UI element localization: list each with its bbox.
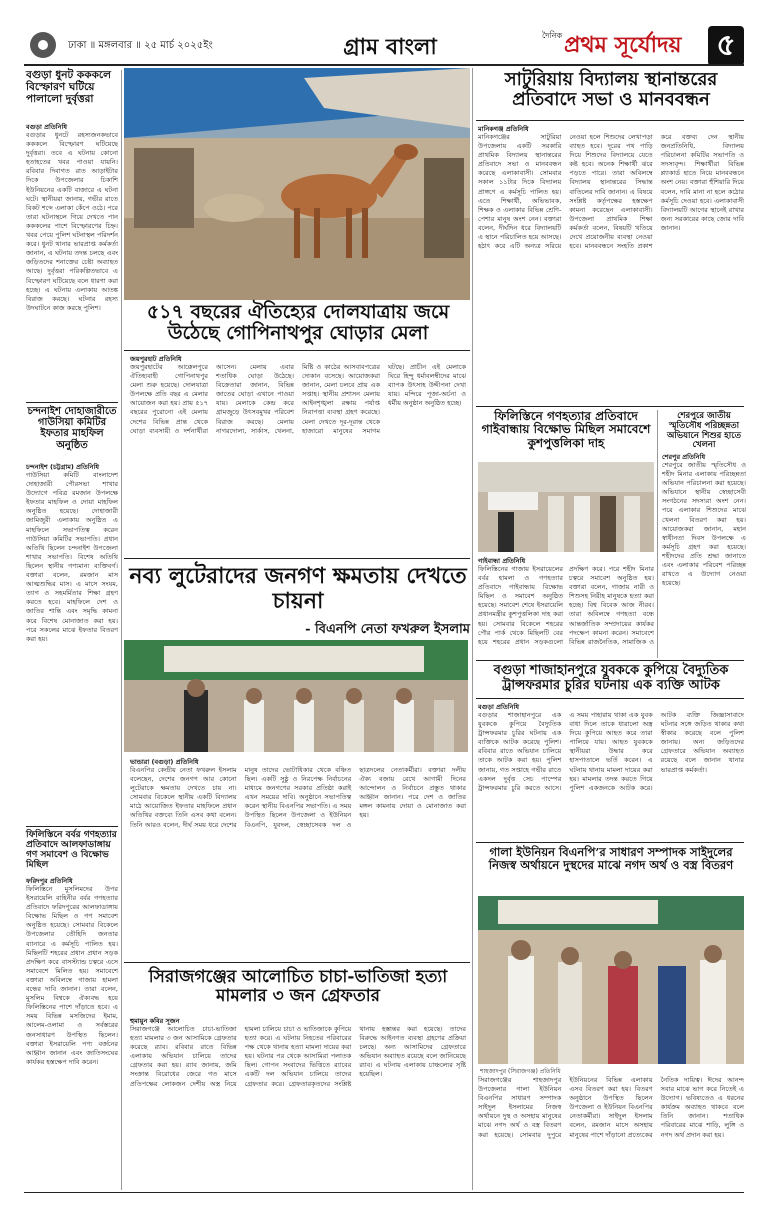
- left3-text: ফিলিস্তিনে মুসলিমদের উপর ইসরায়েলি বাহিনীর বর্বর গণহত্যার প্রতিবাদে ফরিদপুরের আলফাডাঙ্গায় বিক্ষোভ মিছিল ও গণ সমাবেশ অনুষ্ঠিত হয়েছে। সোমবার বিকেলে উপজেলার তৌহিদি জনতার ব্যানারে এ কর্মসূচি পালিত হয়। মিছিলটি শহরের প্রধান প্রধান সড়ক প্রদক্ষিণ করে বাসস্ট্যান্ড চত্বরে এসে সমাবেশে মিলিত হয়। সমাবেশে বক্তারা অবিলম্বে গাজায় হামলা বন্ধের দাবি জানান। তারা বলেন, মুসলিম বিশ্বকে ঐক্যবদ্ধ হয়ে ফিলিস্তিনের পাশে দাঁড়াতে হবে। এ সময় বিভিন্ন মসজিদের ইমাম, আলেম-ওলামা ও সর্বস্তরের জনসাধারণ উপস্থিত ছিলেন। বক্তারা ইসরায়েলি পণ্য বর্জনের আহ্বান জানান এবং জাতিসংঘের কার্যকর হস্তক্ষেপ দাবি করেন।: [26, 885, 118, 1066]
- divider: [124, 558, 470, 559]
- left2-title: চন্দনাইশ দোহাজারীতে গাউসিয়া কমিটির ইফতার মাহফিল অনুষ্ঠিত: [27, 406, 117, 451]
- divider: [476, 660, 744, 661]
- fair-text: জয়পুরহাটের আক্কেলপুরে ঐতিহ্যবাহী গোপিনাথপুর মেলা শুরু হয়েছে। দোলযাত্রা উপলক্ষে প্রতি বছর এ মেলার আয়োজন করা হয়। প্রায় ৫১৭ বছরের পুরোনো এই মেলায় দেশের বিভিন্ন প্রান্ত থেকে ঘোড়া ব্যবসায়ী ও দর্শনার্থীরা আসেন। মেলায় এবার শতাধিক ঘোড়া উঠেছে। বিক্রেতারা জানান, বিভিন্ন জাতের ঘোড়া এখানে পাওয়া যায়। মেলাকে কেন্দ্র করে গ্রামজুড়ে উৎসবমুখর পরিবেশ বিরাজ করছে। মেলায় নাগরদোলা, সার্কাস, খেলনা, মিষ্টি ও কাঠের আসবাবপত্রের দোকান বসেছে। আয়োজকরা জানান, মেলা চলবে প্রায় এক সপ্তাহ। স্থানীয় প্রশাসন মেলায় আইনশৃঙ্খলা রক্ষায় পর্যাপ্ত নিরাপত্তা ব্যবস্থা গ্রহণ করেছে। মেলা দেখতে দূর-দূরান্ত থেকে হাজারো মানুষের সমাগম ঘটছে। প্রাচীন এই মেলাকে ঘিরে হিন্দু ধর্মাবলম্বীদের মাঝে ব্যাপক উৎসাহ উদ্দীপনা দেখা যায়। মন্দিরে পূজা-অর্চনা ও ধর্মীয় অনুষ্ঠান অনুষ্ঠিত হচ্ছে।: [130, 363, 466, 435]
- left1-text: বগুড়ার ধুনটে রহস্যজনকভাবে কককলে বিস্ফোরণ ঘটিয়েছে দুর্বৃত্তরা। তবে এ ঘটনায় কোনো হতাহতের খবর পাওয়া যায়নি। রবিবার দিবাগত রাত আড়াইটার দিকে উপজেলার চিকাশি ইউনিয়নের একটি বাজারে এ ঘটনা ঘটে। স্থানীয়রা জানায়, গভীর রাতে বিকট শব্দে এলাকা কেঁপে ওঠে। পরে তারা ঘটনাস্থলে গিয়ে দেখতে পান কককলের পাশে বিস্ফোরণের চিহ্ন। খবর পেয়ে পুলিশ ঘটনাস্থল পরিদর্শন করে। ধুনট থানার ভারপ্রাপ্ত কর্মকর্তা জানান, এ ঘটনায় তদন্ত চলছে এবং জড়িতদের শনাক্তের চেষ্টা অব্যাহত আছে। দুর্বৃত্তরা পরিকল্পিতভাবে এ বিস্ফোরণ ঘটিয়েছে বলে ধারণা করা হচ্ছে। এ ঘটনায় এলাকায় আতঙ্ক বিরাজ করছে। ঘটনার রহস্য উদঘাটনে কাজ করছে পুলিশ।: [26, 131, 118, 312]
- section-title: গ্রাম বাংলা: [343, 34, 437, 60]
- sirajganj-headline: সিরাজগঞ্জের আলোচিত চাচা-ভাতিজা হত্যা মামলার ৩ জন গ্রেফতার: [148, 967, 448, 1007]
- newspaper-logo-icon: [30, 32, 56, 58]
- footer-rule: [24, 1192, 744, 1193]
- school-headline: সাটুরিয়ায় বিদ্যালয় স্থানান্তরের প্রতিবাদে সভা ও মানববন্ধন: [504, 69, 718, 111]
- page-number: ৫: [708, 26, 744, 66]
- divider: [476, 406, 744, 407]
- date-line: ঢাকা ॥ মঙ্গলবার ॥ ২৫ মার্চ ২০২৫ইং: [68, 40, 213, 51]
- school-text: মানিকগঞ্জের সাটুরিয়া উপজেলায় একটি সরকারি প্রাথমিক বিদ্যালয় স্থানান্তরের প্রতিবাদে সভা ও মানববন্ধন করেছে এলাকাবাসী। সোমবার সকাল ১১টার দিকে বিদ্যালয় প্রাঙ্গণে এ কর্মসূচি পালিত হয়। এতে শিক্ষার্থী, অভিভাবক, শিক্ষক ও এলাকার বিভিন্ন শ্রেণি-পেশার মানুষ অংশ নেন। বক্তারা বলেন, দীর্ঘদিন ধরে বিদ্যালয়টি এ স্থানে পরিচালিত হয়ে আসছে। হঠাৎ করে এটি অন্যত্র সরিয়ে নেওয়া হলে শিশুদের লেখাপড়া ব্যাহত হবে। দূরের পথ পাড়ি দিয়ে শিশুদের বিদ্যালয়ে যেতে কষ্ট হবে। অনেক শিক্ষার্থী ঝরে পড়তে পারে। তারা অবিলম্বে বিদ্যালয় স্থানান্তরের সিদ্ধান্ত বাতিলের দাবি জানান। এ বিষয়ে সংশ্লিষ্ট কর্তৃপক্ষের হস্তক্ষেপ কামনা করেছেন এলাকাবাসী। উপজেলা প্রাথমিক শিক্ষা কর্মকর্তা বলেন, বিষয়টি খতিয়ে দেখে প্রয়োজনীয় ব্যবস্থা নেওয়া হবে। মানববন্ধনে সংহতি প্রকাশ করে বক্তব্য দেন স্থানীয় জনপ্রতিনিধি, বিদ্যালয় পরিচালনা কমিটির সভাপতি ও সদস্যবৃন্দ। শিক্ষার্থীরা বিভিন্ন প্ল্যাকার্ড হাতে নিয়ে মানববন্ধনে অংশ নেয়। বক্তারা হুঁশিয়ারি দিয়ে বলেন, দাবি মানা না হলে কঠোর কর্মসূচি দেওয়া হবে। এলাকাবাসী বিদ্যালয়টি আগের স্থানেই রাখার জন্য সরকারের কাছে জোর দাবি জানান।: [478, 133, 744, 251]
- divider: [26, 402, 118, 403]
- gaibandha-headline: ফিলিস্তিনে গণহত্যার প্রতিবাদে গাইবান্ধায় বিক্ষোভ মিছিল সমাবেশে কুশপুত্তলিকা দাহ: [481, 409, 651, 450]
- masthead-rule: [24, 64, 744, 66]
- shajahanpur-headline: বগুড়া শাজাহানপুরে যুবককে কুপিয়ে বৈদ্যুতিক ট্রান্সফরমার চুরির ঘটনায় এক ব্যক্তি আটক: [493, 663, 729, 693]
- galla-photo-caption: শাহজাদপুর (সিরাজগঞ্জ) প্রতিনিধি: [480, 1068, 561, 1075]
- left1-byline: বগুড়া প্রতিনিধি: [26, 123, 68, 131]
- sirajganj-byline: হুমায়ুন কবির সূজন: [130, 1017, 180, 1025]
- divider: [26, 826, 118, 827]
- sherpur-headline: শেরপুরে জাতীয় স্মৃতিসৌধ পরিচ্ছন্নতা অভিযানে শিশুর হাতে খেলনা: [666, 411, 742, 451]
- divider: [124, 350, 470, 351]
- left3-title: ফিলিস্তিনে বর্বর গণহত্যার প্রতিবাদে আলফাডাঙ্গায় গণ সমাবেশ ও বিক্ষোভ মিছিল: [26, 830, 117, 871]
- bnp-text: বিএনপির কেন্দ্রীয় নেতা ফখরুল ইসলাম বলেছেন, দেশের জনগণ আর কোনো লুটেরাকে ক্ষমতায় দেখতে চায় না। সোমবার বিকেলে স্থানীয় একটি বিদ্যালয় মাঠে আয়োজিত ইফতার মাহফিলে প্রধান অতিথির বক্তব্যে তিনি এসব কথা বলেন। তিনি আরও বলেন, দীর্ঘ সময় ধরে দেশের মানুষ তাদের ভোটাধিকার থেকে বঞ্চিত ছিল। একটি সুষ্ঠু ও নিরপেক্ষ নির্বাচনের মাধ্যমে জনগণের সরকার প্রতিষ্ঠা করাই এখন সময়ের দাবি। অনুষ্ঠানে সভাপতিত্ব করেন স্থানীয় বিএনপির সভাপতি। এ সময় উপস্থিত ছিলেন উপজেলা ও ইউনিয়ন বিএনপি, যুবদল, স্বেচ্ছাসেবক দল ও ছাত্রদলের নেতাকর্মীরা। বক্তারা দলীয় ঐক্য বজায় রেখে আগামী দিনের আন্দোলন ও নির্বাচনে প্রস্তুত থাকার আহ্বান জানান। পরে দেশ ও জাতির মঙ্গল কামনায় দোয়া ও মোনাজাত করা হয়।: [130, 766, 466, 829]
- fair-byline: জয়পুরহাট প্রতিনিধি: [130, 355, 182, 363]
- gaibandha-text: ফিলিস্তিনের গাজায় ইসরায়েলের বর্বর হামলা ও গণহত্যার প্রতিবাদে গাইবান্ধায় বিক্ষোভ মিছিল ও সমাবেশ অনুষ্ঠিত হয়েছে। সমাবেশ শেষে ইসরায়েলি প্রধানমন্ত্রীর কুশপুত্তলিকা দাহ করা হয়। সোমবার বিকেলে শহরের পৌর পার্ক থেকে মিছিলটি বের হয়ে শহরের প্রধান সড়কগুলো প্রদক্ষিণ করে। পরে শহীদ মিনার চত্বরে সমাবেশ অনুষ্ঠিত হয়। বক্তারা বলেন, গাজায় নারী ও শিশুসহ নিরীহ মানুষকে হত্যা করা হচ্ছে। বিশ্ব বিবেক আজ নীরব। তারা অবিলম্বে গণহত্যা বন্ধে আন্তর্জাতিক সম্প্রদায়ের কার্যকর পদক্ষেপ কামনা করেন। সমাবেশে বিভিন্ন রাজনৈতিক, সামাজিক ও: [478, 565, 654, 646]
- bnp-subtitle: - বিএনপি নেতা ফখরুল ইসলাম: [305, 622, 470, 637]
- gaibandha-byline: গাইবান্ধা প্রতিনিধি: [478, 557, 526, 565]
- shajahanpur-text: বগুড়ার শাজাহানপুরে এক যুবককে কুপিয়ে বৈদ্যুতিক ট্রান্সফরমার চুরির ঘটনায় এক ব্যক্তিকে আটক করেছে পুলিশ। রবিবার রাতে অভিযান চালিয়ে তাকে আটক করা হয়। পুলিশ জানায়, গত সপ্তাহে গভীর রাতে একদল দুর্বৃত্ত সেচ পাম্পের ট্রান্সফরমার চুরি করতে আসে। এ সময় পাহারায় থাকা এক যুবক বাধা দিলে তাকে ধারালো অস্ত্র দিয়ে কুপিয়ে আহত করে তারা পালিয়ে যায়। আহত যুবককে স্থানীয়রা উদ্ধার করে হাসপাতালে ভর্তি করেন। এ ঘটনায় থানায় মামলা দায়ের করা হয়। মামলার তদন্ত করতে গিয়ে পুলিশ একজনকে আটক করে। আটক ব্যক্তি জিজ্ঞাসাবাদে ঘটনার সঙ্গে জড়িত থাকার কথা স্বীকার করেছে বলে পুলিশ জানায়। অন্য জড়িতদের গ্রেফতারে অভিযান অব্যাহত রয়েছে বলে জানান থানার ভারপ্রাপ্ত কর্মকর্তা।: [478, 711, 744, 792]
- left2-text: গাউসিয়া কমিটি বাংলাদেশ দোহাজারী পৌরসভা শাখার উদ্যোগে পবিত্র রমজান উপলক্ষে ইফতার মাহফিল ও দোয়া মাহফিল অনুষ্ঠিত হয়েছে। দোহাজারী জামিজুরী এলাকায় অনুষ্ঠিত এ মাহফিলে সভাপতিত্ব করেন গাউসিয়া কমিটির সভাপতি। প্রধান অতিথি ছিলেন চন্দনাইশ উপজেলা শাখার সভাপতি। বিশেষ অতিথি ছিলেন স্থানীয় গণ্যমান্য ব্যক্তিবর্গ। বক্তারা বলেন, রমজান মাস আত্মশুদ্ধির মাস। এ মাসে সংযম, ত্যাগ ও সহমর্মিতার শিক্ষা গ্রহণ করতে হবে। মাহফিলে দেশ ও জাতির শান্তি এবং সমৃদ্ধি কামনা করে বিশেষ মোনাজাত করা হয়। পরে সকলের মাঝে ইফতার বিতরণ করা হয়।: [26, 471, 118, 643]
- divider: [476, 842, 744, 843]
- bnp-meeting-photo: [124, 640, 468, 752]
- gaibandha-photo: [478, 462, 654, 552]
- galla-distribution-photo: [478, 896, 744, 1064]
- school-byline: মানিকগঞ্জ প্রতিনিধি: [478, 125, 529, 133]
- shajahanpur-byline: বগুড়া প্রতিনিধি: [478, 703, 520, 711]
- paper-name: প্রথম সূর্যোদয়: [564, 32, 682, 58]
- horse-fair-photo: [124, 68, 470, 300]
- sirajganj-text: সিরাজগঞ্জে আলোচিত চাচা-ভাতিজা হত্যা মামলার ৩ জন আসামিকে গ্রেফতার করেছে র‍্যাব। রবিবার রাতে বিভিন্ন এলাকায় অভিযান চালিয়ে তাদের গ্রেফতার করা হয়। র‍্যাব জানায়, জমি সংক্রান্ত বিরোধের জেরে গত মাসে প্রতিপক্ষের লোকজন দেশীয় অস্ত্র নিয়ে হামলা চালিয়ে চাচা ও ভাতিজাকে কুপিয়ে হত্যা করে। এ ঘটনায় নিহতের পরিবারের পক্ষ থেকে থানায় হত্যা মামলা দায়ের করা হয়। ঘটনার পর থেকে আসামিরা পলাতক ছিল। গোপন সংবাদের ভিত্তিতে র‍্যাবের একটি দল অভিযান চালিয়ে তাদের গ্রেফতার করে। গ্রেফতারকৃতদের সংশ্লিষ্ট থানায় হস্তান্তর করা হয়েছে। তাদের বিরুদ্ধে আইনগত ব্যবস্থা গ্রহণের প্রক্রিয়া চলছে। অন্য আসামিদের গ্রেফতারে অভিযান অব্যাহত রয়েছে বলে জানিয়েছে র‍্যাব। এ ঘটনায় এলাকায় চাঞ্চল্যের সৃষ্টি হয়েছিল।: [130, 1025, 466, 1088]
- sherpur-byline: শেরপুর প্রতিনিধি: [662, 453, 706, 461]
- column-rule: [472, 68, 473, 1190]
- galla-text: সিরাজগঞ্জের শাহজাদপুর উপজেলার গালা ইউনিয়ন বিএনপির সাধারণ সম্পাদক সাইদুল ইসলামের নিজস্ব অর্থায়নে দুস্থ ও অসহায় মানুষের মাঝে নগদ অর্থ ও বস্ত্র বিতরণ করা হয়েছে। সোমবার দুপুরে ইউনিয়নের বিভিন্ন এলাকায় এসব বিতরণ করা হয়। বিতরণ অনুষ্ঠানে উপস্থিত ছিলেন উপজেলা ও ইউনিয়ন বিএনপির নেতাকর্মীরা। সাইদুল ইসলাম বলেন, রমজান মাসে অসহায় মানুষের পাশে দাঁড়ানো প্রত্যেকের নৈতিক দায়িত্ব। ঈদের আনন্দ সবার মাঝে ভাগ করে নিতেই এ উদ্যোগ। ভবিষ্যতেও এ ধরনের কার্যক্রম অব্যাহত থাকবে বলে তিনি জানান। শতাধিক পরিবারের মাঝে শাড়ি, লুঙ্গি ও নগদ অর্থ প্রদান করা হয়।: [478, 1076, 744, 1139]
- divider: [476, 698, 744, 699]
- paper-prefix: দৈনিক: [542, 31, 563, 40]
- galla-headline: গালা ইউনিয়ন বিএনপি’র সাধারণ সম্পাদক সাইদুলের নিজস্ব অর্থায়নে দুস্থদের মাঝে নগদ অর্থ ও বস্ত্র বিতরণ: [488, 845, 734, 872]
- sherpur-text: শেরপুরে জাতীয় স্মৃতিসৌধ ও শহীদ মিনার এলাকায় পরিচ্ছন্নতা অভিযান পরিচালনা করা হয়েছে। অভিযানে স্থানীয় স্বেচ্ছাসেবী সংগঠনের সদস্যরা অংশ নেন। পরে এলাকার শিশুদের মাঝে খেলনা বিতরণ করা হয়। আয়োজকরা জানান, মহান স্বাধীনতা দিবস উপলক্ষে এ কর্মসূচি গ্রহণ করা হয়েছে। শহীদদের প্রতি শ্রদ্ধা জানাতে এবং এলাকার পরিবেশ পরিচ্ছন্ন রাখতে এ উদ্যোগ নেওয়া হয়েছে।: [662, 461, 746, 588]
- column-rule: [657, 410, 658, 658]
- column-rule: [121, 70, 122, 1190]
- divider: [476, 120, 744, 121]
- left3-byline: ফরিদপুর প্রতিনিধি: [26, 877, 73, 885]
- bnp-headline: নব্য লুটেরাদের জনগণ ক্ষমতায় দেখতে চায়না: [129, 563, 467, 614]
- fair-headline: ৫১৭ বছরের ঐতিহ্যের দোলযাত্রায় জমে উঠেছে গোপিনাথপুর ঘোড়ার মেলা: [146, 301, 450, 345]
- bnp-byline: ভান্ডারা (বগুড়া) প্রতিনিধি: [130, 758, 199, 766]
- left2-byline: চন্দনাইশ (চট্টগ্রাম) প্রতিনিধি: [26, 463, 99, 471]
- left1-title: বগুড়া ধুনট কককলে বিস্ফোরণ ঘটিয়ে পালালো দুর্বৃত্তরা: [26, 69, 111, 105]
- divider: [124, 962, 470, 963]
